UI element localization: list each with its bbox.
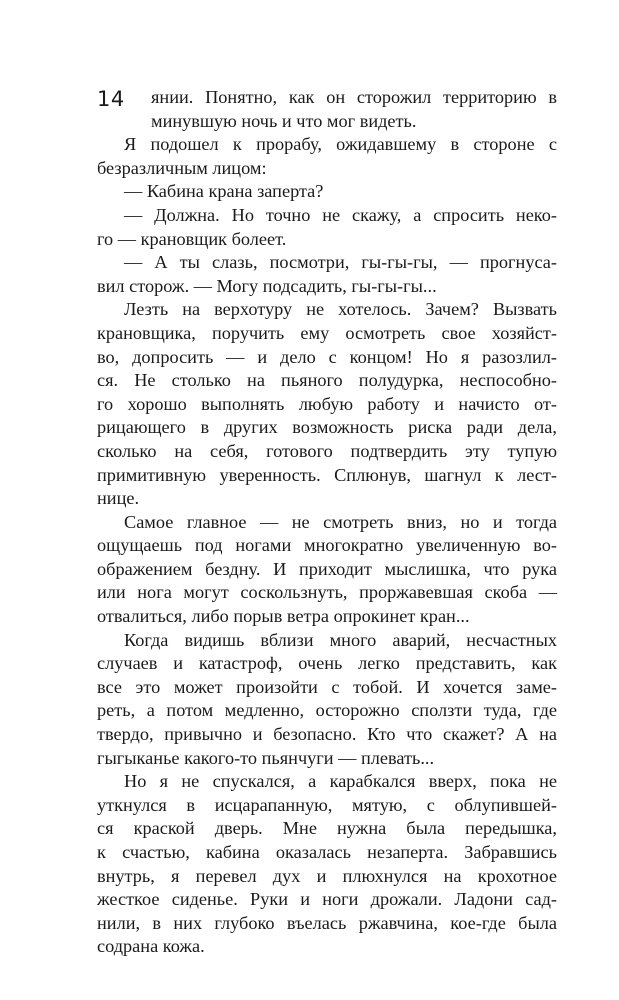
text-line: — Должна. Но точно не скажу, а спросить неко-: [124, 204, 557, 225]
text-line: уткнулся в исцарапанную, мятую, с облупившей-: [97, 794, 557, 815]
text-line: рицающего в других возможность риска ради дела,: [97, 417, 557, 438]
text-line: все это может произойти с тобой. И хочется заме-: [97, 676, 557, 697]
text-line: содрана кожа.: [97, 936, 205, 957]
text-line: гыгыканье какого-то пьянчуги — плевать...: [97, 747, 435, 768]
text-line: Самое главное — не смотреть вниз, но и тогда: [124, 511, 557, 532]
text-line: безразличным лицом:: [97, 157, 267, 178]
text-line: крановщика, поручить ему осмотреть свое хозяйст-: [97, 322, 557, 343]
text-line: к счастью, кабина оказалась незаперта. Забравшись: [97, 842, 557, 862]
text-line: твердо, привычно и безопасно. Кто что скажет? А на: [97, 724, 557, 745]
text-line: реть, а потом медленно, осторожно сползти туда, где: [97, 700, 557, 721]
text-line: — А ты слазь, посмотри, гы-гы-гы, — прогнуса-: [124, 252, 557, 273]
text-line: сколько на себя, готового подтвердить эту тупую: [97, 440, 557, 461]
text-line: примитивную уверенность. Сплюнув, шагнул к лест-: [97, 464, 557, 485]
text-line: ся. Не столько на пьяного полудурка, неспособно-: [97, 370, 557, 391]
text-line: Когда видишь вблизи много аварий, несчастных: [124, 629, 557, 650]
text-line: ображением бездну. И приходит мыслишка, что рука: [97, 558, 557, 579]
text-line: случаев и катастроф, очень легко представить, как: [97, 653, 557, 674]
text-line: вил сторож. — Могу подсадить, гы-гы-гы...: [97, 275, 437, 296]
text-line: Лезть на верхотуру не хотелось. Зачем? Вызвать: [124, 299, 557, 320]
text-line: нице.: [97, 488, 140, 509]
text-line: янии. Понятно, как он сторожил территорию в: [151, 87, 557, 107]
text-line: — Кабина крана заперта?: [124, 181, 324, 202]
text-line: го — крановщик болеет.: [97, 228, 287, 249]
text-line: Но я не спускался, а карабкался вверх, пока не: [124, 771, 557, 792]
text-line: го хорошо выполнять любую работу и начисто от-: [97, 393, 557, 414]
body-text: [97, 86, 557, 959]
page-number: 14: [97, 87, 125, 111]
text-line: отвалиться, либо порыв ветра опрокинет кран...: [97, 606, 470, 627]
text-line: ся краской дверь. Мне нужна была передышка,: [97, 818, 557, 839]
text-line: минувшую ночь и что мог видеть.: [151, 110, 417, 131]
text-line: Я подошел к прорабу, ожидавшему в стороне с: [124, 134, 557, 155]
text-line: ощущаешь под ногами многократно увеличенную во-: [97, 535, 557, 556]
text-line: нили, в них глубоко въелась ржавчина, кое-где была: [97, 912, 557, 933]
text-line: жесткое сиденье. Руки и ноги дрожали. Ладони сад-: [97, 889, 557, 910]
text-line: во, допросить — и дело с концом! Но я разозлил-: [97, 346, 557, 367]
text-line: или нога могут соскользнуть, проржавевшая скоба —: [97, 582, 557, 603]
text-line: внутрь, я перевел дух и плюхнулся на крохотное: [97, 865, 557, 886]
